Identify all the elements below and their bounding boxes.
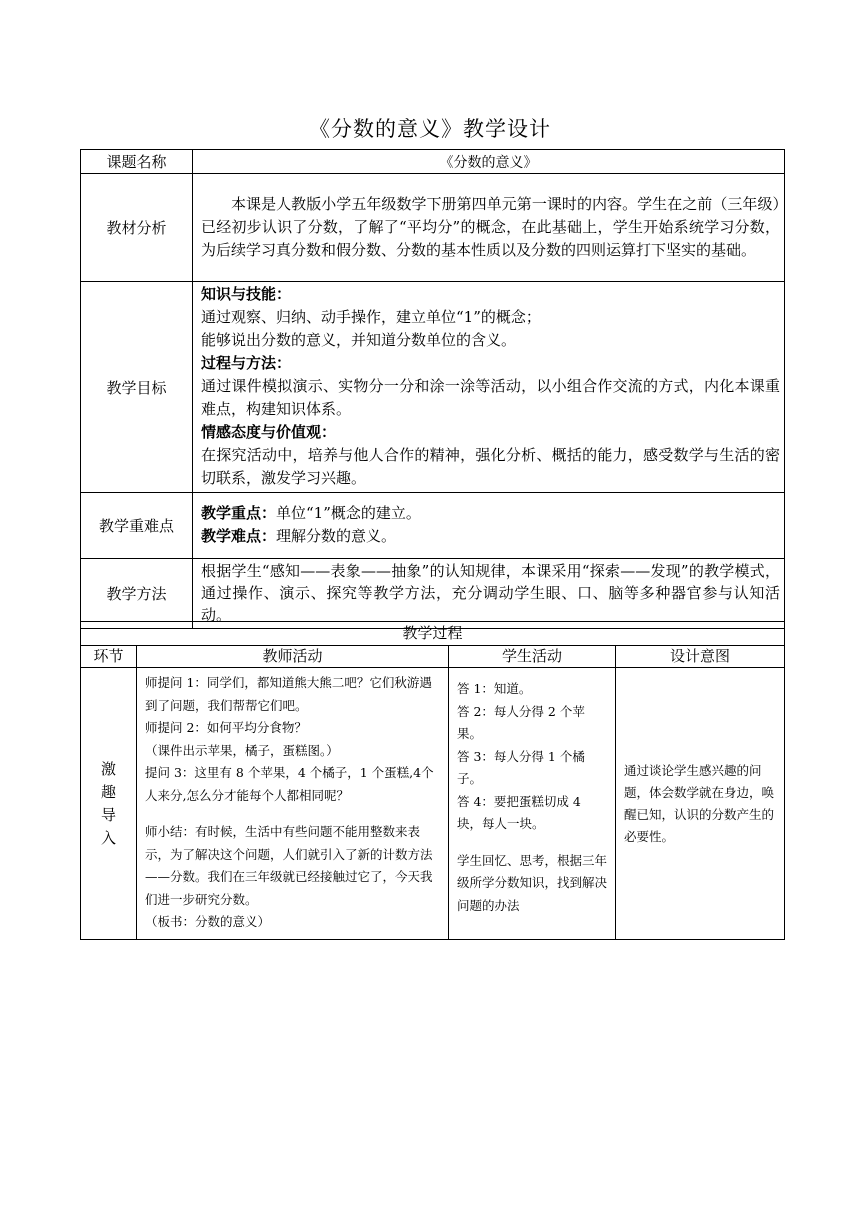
document-title: 《分数的意义》教学设计 [309, 117, 551, 141]
keypoints-cell [193, 493, 785, 559]
material-cell [193, 174, 785, 282]
process-heading: 过程与方法： [201, 354, 292, 372]
teacher-line: （课件出示苹果，橘子，蛋糕图。） [145, 742, 339, 758]
material-label: 教材分析 [81, 174, 193, 282]
design-intent-cell [616, 668, 785, 940]
student-line: 答 4：要把蛋糕切成 4 块，每人一块。 [457, 793, 581, 831]
topic-label: 课题名称 [81, 150, 193, 174]
goals-label: 教学目标 [81, 282, 193, 493]
teacher-activity-cell [137, 668, 449, 940]
focus-text: 单位“1”概念的建立。 [276, 504, 421, 522]
process-text: 通过课件模拟演示、实物分一分和涂一涂等活动，以小组合作交流的方式，内化本课重难点，构建知识体系。 [201, 377, 780, 418]
header-stage: 环节 [81, 646, 137, 668]
stage-cell [81, 668, 137, 940]
stage-char: 入 [100, 828, 116, 847]
keypoints-row [81, 493, 785, 559]
stage-char: 激 [100, 759, 116, 778]
student-activity-cell [449, 668, 616, 940]
student-line: 学生回忆、思考，根据三年级所学分数知识，找到解决问题的办法 [457, 852, 608, 913]
material-row [81, 174, 785, 282]
teacher-line: 师提问 1：同学们，都知道熊大熊二吧？它们秋游遇到了问题，我们帮帮它们吧。 [145, 675, 432, 713]
student-line: 答 2：每人分得 2 个苹果。 [457, 703, 585, 741]
lesson-info-table [80, 149, 785, 629]
teacher-line: 提问 3：这里有 8 个苹果，4 个橘子，1 个蛋糕,4个人来分,怎么分才能每个人都相同呢？ [145, 765, 434, 803]
emotion-heading: 情感态度与价值观： [201, 423, 337, 441]
focus-line [201, 502, 780, 525]
student-line: 答 3：每人分得 1 个橘子。 [457, 748, 585, 786]
header-intent: 设计意图 [616, 646, 785, 668]
difficulty-text: 理解分数的意义。 [276, 527, 397, 545]
knowledge-heading: 知识与技能： [201, 285, 292, 303]
emotion-text: 在探究活动中，培养与他人合作的精神，强化分析、概括的能力，感受数学与生活的密切联系，激发学习兴趣。 [201, 446, 780, 487]
knowledge-line-2: 能够说出分数的意义，并知道分数单位的含义。 [201, 331, 517, 349]
stage-char: 趣 [100, 782, 116, 801]
student-line: 答 1：知道。 [457, 681, 532, 696]
keypoints-label: 教学重难点 [81, 493, 193, 559]
header-student: 学生活动 [449, 646, 616, 668]
process-title-row [81, 622, 785, 646]
teacher-line: 师提问 2：如何平均分食物？ [145, 720, 307, 735]
teacher-line: 师小结：有时候，生活中有些问题不能用整数来表示，为了解决这个问题，人们就引入了新的计数方法——分数。我们在三年级就已经接触过它了，今天我们进一步研究分数。 [145, 824, 433, 907]
focus-heading: 教学重点： [201, 504, 277, 522]
stage-char: 导 [100, 805, 116, 824]
process-header-row [81, 646, 785, 668]
method-label: 教学方法 [81, 559, 193, 629]
difficulty-heading: 教学难点： [201, 527, 277, 545]
material-text: 本课是人教版小学五年级数学下册第四单元第一课时的内容。学生在之前（三年级）已经初步认识了分数，了解了“平均分”的概念，在此基础上，学生开始系统学习分数，为后续学习真分数和假分数、分数的基本性质以及分数的四则运算打下坚实的基础。 [201, 194, 780, 259]
header-teacher: 教师活动 [137, 646, 449, 668]
topic-row [81, 150, 785, 174]
goals-row [81, 282, 785, 493]
method-cell [193, 559, 785, 629]
process-title: 教学过程 [81, 622, 785, 646]
goals-cell [193, 282, 785, 493]
design-intent-text: 通过谈论学生感兴趣的问题，体会数学就在身边，唤醒已知，认识的分数产生的必要性。 [624, 762, 775, 844]
knowledge-line-1: 通过观察、归纳、动手操作，建立单位“1”的概念； [201, 308, 541, 326]
teacher-line: （板书：分数的意义） [145, 914, 271, 929]
method-text: 根据学生“感知——表象——抽象”的认知规律，本课采用“探索——发现”的教学模式，通过操作、演示、探究等教学方法，充分调动学生眼、口、脑等多种器官参与认知活动。 [201, 562, 780, 624]
difficulty-line [201, 525, 780, 548]
stage-row [81, 668, 785, 940]
topic-value: 《分数的意义》 [193, 150, 785, 174]
method-row [81, 559, 785, 629]
teaching-process-table [80, 621, 785, 940]
